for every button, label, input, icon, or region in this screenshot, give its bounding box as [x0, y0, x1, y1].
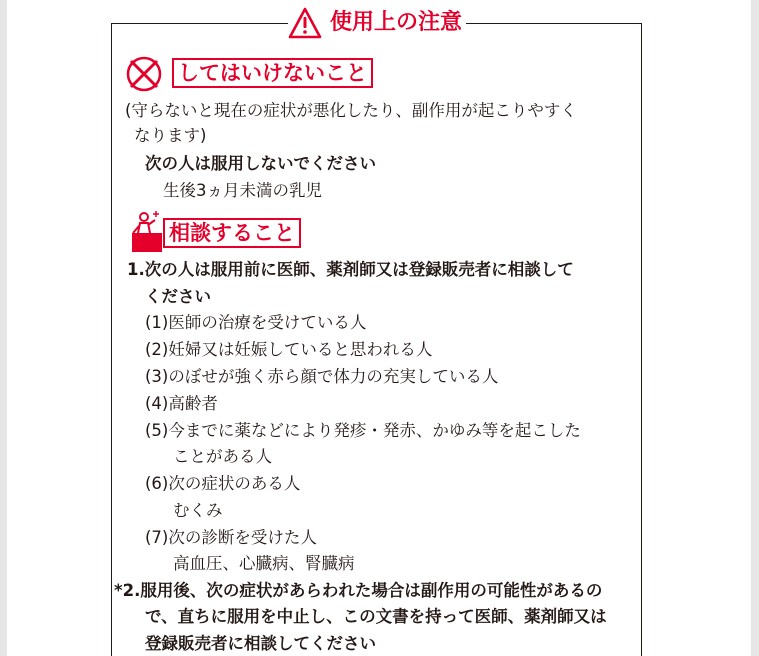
consult-item-2: (2)妊婦又は妊娠していると思われる人 [145, 340, 433, 359]
frame-left [111, 23, 112, 656]
frame-right [641, 23, 642, 656]
frame-top-left [111, 23, 288, 24]
prohibited-subheading: 次の人は服用しないでください [145, 154, 376, 173]
consult-item-6: (6)次の症状のある人 [145, 474, 301, 493]
prohibited-note-line1: (守らないと現在の症状が悪化したり、副作用が起こりやすく [125, 101, 577, 120]
page-title-group [288, 3, 466, 43]
consult-item-1: (1)医師の治療を受けている人 [145, 313, 367, 332]
frame-top-right [466, 23, 642, 24]
consult-item-6-detail: むくみ [173, 501, 223, 520]
consult-q2-line2: で、直ちに服用を中止し、この文書を持って医師、薬剤師又は [145, 607, 607, 626]
consult-person-icon [131, 211, 163, 253]
consult-q1-line1: 1.次の人は服用前に医師、薬剤師又は登録販売者に相談して [127, 260, 574, 279]
page-title: 使用上の注意 [330, 10, 463, 35]
consult-item-3: (3)のぼせが強く赤ら顔で体力の充実している人 [145, 367, 499, 386]
consult-q2-line1: *2.服用後、次の症状があらわれた場合は副作用の可能性があるの [114, 581, 603, 600]
consult-q2-line3: 登録販売者に相談してください [145, 634, 376, 653]
prohibited-note-line2: なります) [134, 126, 207, 145]
consult-q1-line2: ください [145, 287, 211, 306]
consult-item-7: (7)次の診断を受けた人 [145, 528, 317, 547]
section-heading-prohibited: してはいけないこと [172, 58, 373, 88]
consult-item-5-line2: ことがある人 [173, 447, 272, 466]
prohibited-item: 生後3ヵ月未満の乳児 [163, 181, 322, 200]
consult-item-5-line1: (5)今までに薬などにより発疹・発赤、かゆみ等を起こした [145, 421, 581, 440]
section-heading-consult: 相談すること [163, 218, 301, 248]
page-margin-right [751, 0, 759, 656]
consult-item-7-detail: 高血圧、心臓病、腎臓病 [173, 554, 355, 573]
consult-item-4: (4)高齢者 [145, 394, 218, 413]
page-margin-left [0, 0, 7, 656]
warning-triangle-icon [288, 7, 322, 39]
prohibited-x-icon [125, 55, 163, 93]
